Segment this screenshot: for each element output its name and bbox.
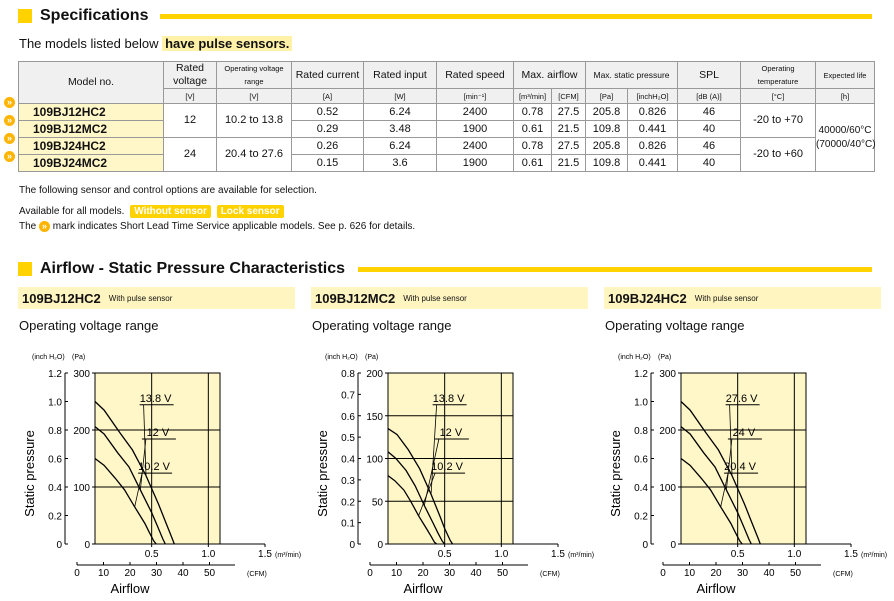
th-unit: [CFM]: [552, 89, 586, 104]
x-tick-label-cfm: 40: [177, 568, 189, 579]
op-voltage-cell: 20.4 to 27.6: [217, 138, 292, 172]
panel-with: With pulse sensor: [403, 293, 467, 303]
th-unit: [V]: [164, 89, 217, 104]
x-axis-label: Airflow: [696, 581, 736, 596]
x-unit-m3: (m³/min): [861, 552, 888, 559]
intro-highlight: have pulse sensors.: [162, 36, 292, 51]
panel-model: 109BJ24HC2: [608, 290, 687, 306]
life-value-alt: (70000/40°C): [816, 138, 876, 150]
x-tick-label-m3: 1.0: [787, 549, 802, 560]
th-unit: [min⁻¹]: [437, 89, 514, 104]
mark-post-text: mark indicates Short Lead Time Service applicable models. See p. 626 for details.: [52, 221, 416, 233]
y-tick-label-inch: 0.2: [48, 511, 62, 523]
series-label: 20.4 V: [724, 461, 756, 474]
speed-cell: 1900: [437, 155, 514, 172]
spl-cell: 46: [678, 104, 741, 121]
x-unit-cfm: (CFM): [247, 571, 267, 578]
x-tick-label-m3: 1.0: [201, 549, 216, 560]
y-tick-label-pa: 100: [366, 454, 383, 466]
x-tick-label-cfm: 40: [763, 568, 775, 579]
y-tick-label-inch: 0.6: [48, 454, 62, 466]
x-tick-label-m3: 1.0: [494, 549, 509, 560]
y-tick-label-inch: 1.0: [48, 397, 62, 409]
heading-square-icon: [18, 262, 32, 276]
heading-rule: [160, 14, 872, 19]
th-unit: [inchH₂O]: [628, 89, 678, 104]
table-row: [19, 104, 875, 121]
y-unit-inch: (inch H₂O): [32, 354, 65, 361]
airflow-heading: [18, 259, 345, 279]
spec-table: [18, 61, 875, 172]
y-tick-label-inch: 0: [349, 540, 355, 551]
y-tick-label-inch: 0.1: [341, 518, 355, 530]
x-tick-label-cfm: 10: [97, 568, 110, 579]
y-unit-inch: (inch H₂O): [325, 354, 358, 361]
x-tick-label-cfm: 30: [736, 568, 749, 579]
x-unit-m3: (m³/min): [275, 552, 302, 559]
mark-pre-text: The: [19, 221, 37, 233]
spl-cell: 40: [678, 121, 741, 138]
x-tick-label-cfm: 50: [203, 568, 216, 579]
static-pa-cell: 205.8: [586, 138, 628, 155]
static-pa-cell: 109.8: [586, 155, 628, 172]
th-rated-current: Rated current: [292, 62, 364, 89]
th-rated-voltage: Rated voltage: [164, 62, 217, 89]
panel-model: 109BJ12HC2: [22, 290, 101, 306]
series-label: 24 V: [732, 426, 756, 439]
rated-voltage-cell: 12: [164, 104, 217, 138]
current-cell: 0.52: [292, 104, 364, 121]
y-tick-label-inch: 0.6: [634, 454, 648, 466]
y-axis-label: Static pressure: [22, 430, 37, 517]
x-axis-label: Airflow: [403, 581, 443, 596]
input-cell: 6.24: [364, 138, 437, 155]
life-value: 40000/60°C: [818, 124, 872, 136]
without-sensor-tag[interactable]: Without sensor: [130, 205, 211, 218]
th-max-static: Max. static pressure: [586, 62, 678, 89]
series-label: 10.2 V: [138, 461, 170, 474]
specifications-heading: [18, 6, 148, 26]
panel-subtitle: Operating voltage range: [605, 318, 745, 333]
current-cell: 0.29: [292, 121, 364, 138]
x-tick-label-cfm: 20: [710, 568, 722, 579]
panel-header: [604, 287, 881, 309]
th-rated-speed: Rated speed: [437, 62, 514, 89]
y-tick-label-pa: 150: [366, 411, 383, 423]
y-tick-label-inch: 0: [642, 540, 648, 551]
op-temp-cell: -20 to +60: [741, 138, 816, 172]
y-unit-pa: (Pa): [658, 354, 672, 361]
panel-header: [18, 287, 295, 309]
intro-text: [19, 36, 292, 51]
y-unit-pa: (Pa): [365, 354, 379, 361]
options-note: The following sensor and control options are available for selection.: [19, 185, 317, 196]
pressure-chart: [606, 348, 888, 598]
x-tick-label-cfm: 0: [367, 568, 373, 579]
y-unit-pa: (Pa): [72, 354, 86, 361]
x-tick-label-m3: 0.5: [437, 549, 452, 560]
series-label: 27.6 V: [725, 392, 758, 405]
pressure-chart: [20, 348, 302, 598]
x-unit-cfm: (CFM): [540, 571, 560, 578]
available-note: [19, 206, 284, 217]
y-tick-label-inch: 0.7: [341, 390, 355, 402]
y-tick-label-pa: 200: [366, 369, 383, 380]
speed-cell: 2400: [437, 138, 514, 155]
panel-subtitle: Operating voltage range: [312, 318, 452, 333]
y-axis-label: Static pressure: [315, 430, 330, 517]
y-tick-label-inch: 0.8: [48, 426, 62, 437]
th-unit: [W]: [364, 89, 437, 104]
current-cell: 0.15: [292, 155, 364, 172]
airflow-m3-cell: 0.78: [514, 104, 552, 121]
input-cell: 6.24: [364, 104, 437, 121]
static-pa-cell: 109.8: [586, 121, 628, 138]
th-unit: [Pa]: [586, 89, 628, 104]
th-unit: [dB (A)]: [678, 89, 741, 104]
th-unit: [A]: [292, 89, 364, 104]
panel-with: With pulse sensor: [108, 293, 173, 303]
panel-model: 109BJ12MC2: [315, 290, 396, 306]
y-tick-label-inch: 1.2: [48, 369, 62, 380]
model-cell: 109BJ24MC2: [19, 155, 164, 172]
y-tick-label-inch: 0.8: [341, 369, 355, 380]
op-voltage-cell: 10.2 to 13.8: [217, 104, 292, 138]
y-tick-label-pa: 0: [84, 540, 90, 551]
x-axis-label: Airflow: [110, 581, 150, 596]
spl-cell: 40: [678, 155, 741, 172]
airflow-cfm-cell: 27.5: [552, 104, 586, 121]
th-rated-input: Rated input: [364, 62, 437, 89]
x-tick-label-cfm: 40: [470, 568, 482, 579]
sls-mark-icon: »: [4, 151, 15, 162]
x-tick-label-m3: 1.5: [258, 549, 272, 560]
available-text: Available for all models.: [19, 206, 125, 217]
airflow-cfm-cell: 27.5: [552, 138, 586, 155]
pressure-chart: [313, 348, 595, 598]
input-cell: 3.48: [364, 121, 437, 138]
static-in-cell: 0.826: [628, 104, 678, 121]
spl-cell: 46: [678, 138, 741, 155]
airflow-cfm-cell: 21.5: [552, 121, 586, 138]
model-cell: 109BJ24HC2: [19, 138, 164, 155]
airflow-m3-cell: 0.78: [514, 138, 552, 155]
static-in-cell: 0.441: [628, 155, 678, 172]
x-unit-cfm: (CFM): [833, 571, 853, 578]
x-unit-m3: (m³/min): [568, 552, 595, 559]
y-tick-label-pa: 0: [670, 540, 676, 551]
airflow-title: Airflow - Static Pressure Characteristics: [40, 260, 346, 277]
heading-square-icon: [18, 9, 32, 23]
airflow-m3-cell: 0.61: [514, 155, 552, 172]
mark-note: [19, 221, 415, 232]
y-tick-label-inch: 0.5: [341, 433, 355, 445]
x-tick-label-cfm: 20: [124, 568, 136, 579]
airflow-cfm-cell: 21.5: [552, 155, 586, 172]
specifications-title: Specifications: [40, 7, 149, 24]
panel-header: [311, 287, 588, 309]
heading-rule: [358, 267, 872, 272]
model-cell: 109BJ12HC2: [19, 104, 164, 121]
th-unit: [h]: [816, 89, 875, 104]
sls-mark-icon: »: [39, 221, 50, 232]
sls-mark-icon: »: [4, 115, 15, 126]
y-tick-label-inch: 0.6: [341, 411, 355, 423]
y-tick-label-pa: 300: [73, 369, 90, 380]
series-label: 12 V: [146, 426, 170, 439]
x-tick-label-cfm: 0: [660, 568, 666, 579]
op-temp-cell: -20 to +70: [741, 104, 816, 138]
y-unit-inch: (inch H₂O): [618, 354, 651, 361]
sls-mark-icon: »: [4, 133, 15, 144]
y-tick-label-inch: 0.4: [48, 483, 62, 494]
th-op-voltage: Operating voltage range: [217, 62, 292, 89]
current-cell: 0.26: [292, 138, 364, 155]
y-tick-label-inch: 0.8: [634, 426, 648, 437]
y-tick-label-inch: 0.4: [341, 454, 355, 466]
model-cell: 109BJ12MC2: [19, 121, 164, 138]
x-tick-label-cfm: 50: [789, 568, 802, 579]
y-tick-label-pa: 200: [659, 426, 676, 437]
static-in-cell: 0.826: [628, 138, 678, 155]
x-tick-label-cfm: 10: [390, 568, 403, 579]
y-axis-label: Static pressure: [608, 430, 623, 517]
th-unit: [V]: [217, 89, 292, 104]
x-tick-label-m3: 1.5: [844, 549, 858, 560]
speed-cell: 1900: [437, 121, 514, 138]
life-cell: [816, 104, 875, 172]
x-tick-label-cfm: 0: [74, 568, 80, 579]
y-tick-label-pa: 50: [371, 497, 383, 509]
th-unit: [m³/min]: [514, 89, 552, 104]
y-tick-label-pa: 100: [659, 483, 676, 494]
y-tick-label-pa: 200: [73, 426, 90, 437]
x-tick-label-cfm: 50: [496, 568, 509, 579]
y-tick-label-inch: 0.2: [341, 497, 355, 509]
lock-sensor-tag[interactable]: Lock sensor: [217, 205, 284, 218]
th-max-airflow: Max. airflow: [514, 62, 586, 89]
y-tick-label-pa: 0: [377, 540, 383, 551]
x-tick-label-cfm: 20: [417, 568, 429, 579]
y-tick-label-pa: 300: [659, 369, 676, 380]
intro-lead: The models listed below: [19, 36, 163, 51]
speed-cell: 2400: [437, 104, 514, 121]
x-tick-label-m3: 0.5: [144, 549, 159, 560]
sls-mark-icon: »: [4, 97, 15, 108]
series-label: 13.8 V: [139, 392, 172, 405]
x-tick-label-cfm: 30: [443, 568, 456, 579]
y-tick-label-pa: 100: [73, 483, 90, 494]
y-tick-label-inch: 0.2: [634, 511, 648, 523]
th-life: Expected life: [816, 62, 875, 89]
static-in-cell: 0.441: [628, 121, 678, 138]
table-row: [19, 138, 875, 155]
th-model: Model no.: [19, 62, 164, 104]
rated-voltage-cell: 24: [164, 138, 217, 172]
series-label: 12 V: [439, 426, 463, 439]
th-op-temp: Operating temperature: [741, 62, 816, 89]
y-tick-label-inch: 0: [56, 540, 62, 551]
th-spl: SPL: [678, 62, 741, 89]
x-tick-label-cfm: 10: [683, 568, 696, 579]
x-tick-label-m3: 1.5: [551, 549, 565, 560]
y-tick-label-inch: 1.2: [634, 369, 648, 380]
panel-subtitle: Operating voltage range: [19, 318, 159, 333]
input-cell: 3.6: [364, 155, 437, 172]
y-tick-label-inch: 0.3: [341, 475, 355, 487]
airflow-m3-cell: 0.61: [514, 121, 552, 138]
x-tick-label-cfm: 30: [150, 568, 163, 579]
static-pa-cell: 205.8: [586, 104, 628, 121]
panel-with: With pulse sensor: [694, 293, 759, 303]
series-label: 10.2 V: [431, 461, 463, 474]
y-tick-label-inch: 0.4: [634, 483, 648, 494]
y-tick-label-inch: 1.0: [634, 397, 648, 409]
x-tick-label-m3: 0.5: [730, 549, 745, 560]
th-unit: [°C]: [741, 89, 816, 104]
series-label: 13.8 V: [432, 392, 465, 405]
